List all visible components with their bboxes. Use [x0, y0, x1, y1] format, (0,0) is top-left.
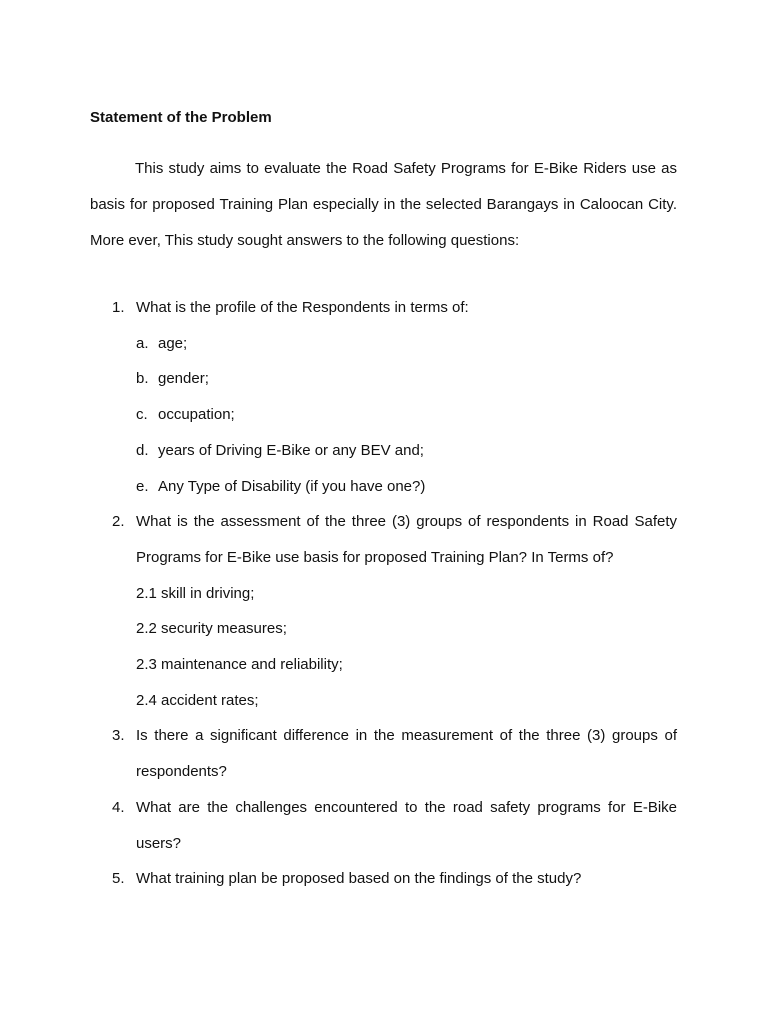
- question-text: Is there a significant difference in the measurement of the three (3) groups of respondents?: [136, 727, 677, 781]
- sub-item-marker: b.: [136, 370, 149, 388]
- sub-item-1d: [90, 433, 677, 469]
- sub-item-marker: c.: [136, 406, 148, 424]
- question-text: What is the profile of the Respondents in terms of:: [136, 299, 469, 316]
- question-number: 3.: [112, 727, 125, 745]
- sub-item-1c: [90, 397, 677, 433]
- question-number: 1.: [112, 299, 125, 316]
- question-text: What training plan be proposed based on the findings of the study?: [136, 870, 582, 888]
- question-item-4: [90, 790, 677, 861]
- sub-item-2-4: 2.4 accident rates;: [136, 691, 259, 709]
- sub-item-2-2: 2.2 security measures;: [136, 620, 287, 638]
- sub-item-1b: [90, 361, 677, 397]
- question-number: 4.: [112, 798, 125, 816]
- question-item-3: [90, 718, 677, 789]
- section-heading: Statement of the Problem: [90, 109, 272, 126]
- sub-item-marker: a.: [136, 334, 149, 352]
- sub-item-marker: d.: [136, 441, 149, 459]
- question-text: What are the challenges encountered to the road safety programs for E-Bike users?: [136, 798, 677, 852]
- questions-list: [90, 290, 677, 897]
- sub-item-1e: [90, 469, 677, 505]
- sub-item-text: Any Type of Disability (if you have one?): [158, 477, 426, 495]
- sub-item-text: occupation;: [158, 406, 235, 424]
- question-item-5: [90, 861, 677, 897]
- sub-item-marker: e.: [136, 477, 149, 495]
- sub-item-2-1: 2.1 skill in driving;: [136, 584, 255, 602]
- question-item-2: [90, 504, 677, 575]
- sub-item-text: years of Driving E-Bike or any BEV and;: [158, 441, 424, 459]
- question-item-1: [90, 290, 677, 326]
- question-number: 5.: [112, 870, 125, 888]
- question-number: 2.: [112, 513, 125, 531]
- sub-item-1a: [90, 326, 677, 362]
- sub-item-text: gender;: [158, 370, 209, 388]
- intro-paragraph: This study aims to evaluate the Road Safety Programs for E-Bike Riders use as basis for proposed Training Plan especially in the selected Barangays in Caloocan City. More ever, This study sought answers to the following questions:: [90, 160, 677, 249]
- question-text: What is the assessment of the three (3) groups of respondents in Road Safety Programs for E-Bike use basis for proposed Training Plan? In Terms of?: [136, 513, 677, 566]
- sub-item-text: age;: [158, 334, 188, 352]
- sub-item-2-3: 2.3 maintenance and reliability;: [136, 656, 343, 674]
